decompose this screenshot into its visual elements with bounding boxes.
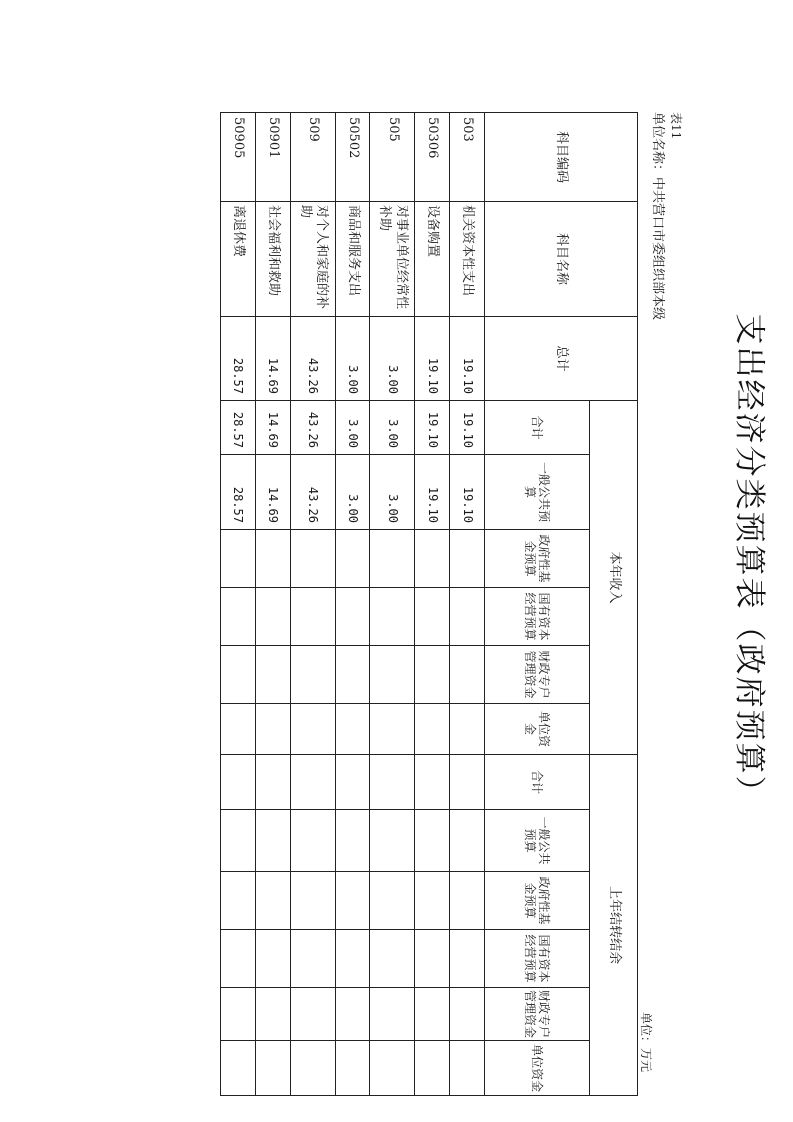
row-name: 机关资本性支出 xyxy=(450,202,485,317)
header-carry-unit-funds: 单位资金 xyxy=(485,1041,590,1096)
table-row xyxy=(255,113,290,1096)
header-carry-state-capital: 国有资本经营预算 xyxy=(485,930,590,988)
row-cur-total: 28.57 xyxy=(221,401,256,455)
row-name: 离退休费 xyxy=(221,202,256,317)
row-total: 3.00 xyxy=(335,317,370,401)
table-row xyxy=(415,113,450,1096)
row-name: 对事业单位经常性补助 xyxy=(370,202,415,317)
row-cur-general: 14.69 xyxy=(255,455,290,530)
currency-unit: 单位：万元 xyxy=(639,1012,653,1073)
row-cur-total: 19.10 xyxy=(450,401,485,455)
table-row xyxy=(221,113,256,1096)
header-carry-general: 一般公共预算 xyxy=(485,810,590,872)
unit-name: 单位名称：中共营口市委组织部本级 xyxy=(650,112,665,321)
row-cur-general: 28.57 xyxy=(221,455,256,530)
header-name: 科目名称 xyxy=(485,202,638,317)
row-cur-general: 19.10 xyxy=(415,455,450,530)
table-row xyxy=(370,113,415,1096)
row-code: 50306 xyxy=(415,113,450,202)
row-cur-total: 3.00 xyxy=(335,401,370,455)
header-carry-fund: 政府性基金预算 xyxy=(485,872,590,930)
table-row xyxy=(335,113,370,1096)
row-cur-general: 3.00 xyxy=(335,455,370,530)
header-cur-unit-funds: 单位资金 xyxy=(485,704,590,755)
header-code: 科目编码 xyxy=(485,113,638,202)
row-code: 50901 xyxy=(255,113,290,202)
row-cur-total: 19.10 xyxy=(415,401,450,455)
row-cur-total: 43.26 xyxy=(290,401,335,455)
row-code: 503 xyxy=(450,113,485,202)
row-code: 50502 xyxy=(335,113,370,202)
header-carry-special-account: 财政专户管理资金 xyxy=(485,988,590,1041)
budget-table xyxy=(220,112,638,1096)
row-name: 对个人和家庭的补助 xyxy=(290,202,335,317)
row-total: 28.57 xyxy=(221,317,256,401)
row-cur-total: 14.69 xyxy=(255,401,290,455)
row-name: 设备购置 xyxy=(415,202,450,317)
header-cur-fund: 政府性基金预算 xyxy=(485,530,590,588)
row-cur-general: 19.10 xyxy=(450,455,485,530)
header-cur-state-capital: 国有资本经营预算 xyxy=(485,588,590,646)
header-cur-special-account: 财政专户管理资金 xyxy=(485,646,590,704)
header-total: 总计 xyxy=(485,317,638,401)
row-total: 19.10 xyxy=(415,317,450,401)
table-row xyxy=(450,113,485,1096)
header-cur-total: 合计 xyxy=(485,401,590,455)
row-cur-total: 3.00 xyxy=(370,401,415,455)
row-total: 14.69 xyxy=(255,317,290,401)
header-current-income: 本年收入 xyxy=(590,401,638,755)
page-title: 支出经济分类预算表（政府预算） xyxy=(731,313,767,809)
row-total: 3.00 xyxy=(370,317,415,401)
row-total: 43.26 xyxy=(290,317,335,401)
row-code: 505 xyxy=(370,113,415,202)
row-total: 19.10 xyxy=(450,317,485,401)
header-carryover: 上年结转结余 xyxy=(590,755,638,1096)
table-number: 表11 xyxy=(669,112,683,140)
row-name: 社会福利和救助 xyxy=(255,202,290,317)
row-code: 50905 xyxy=(221,113,256,202)
row-name: 商品和服务支出 xyxy=(335,202,370,317)
row-cur-general: 43.26 xyxy=(290,455,335,530)
row-code: 509 xyxy=(290,113,335,202)
row-cur-general: 3.00 xyxy=(370,455,415,530)
table-row xyxy=(290,113,335,1096)
header-carry-total: 合计 xyxy=(485,755,590,810)
header-cur-general: 一般公共预算 xyxy=(485,455,590,530)
